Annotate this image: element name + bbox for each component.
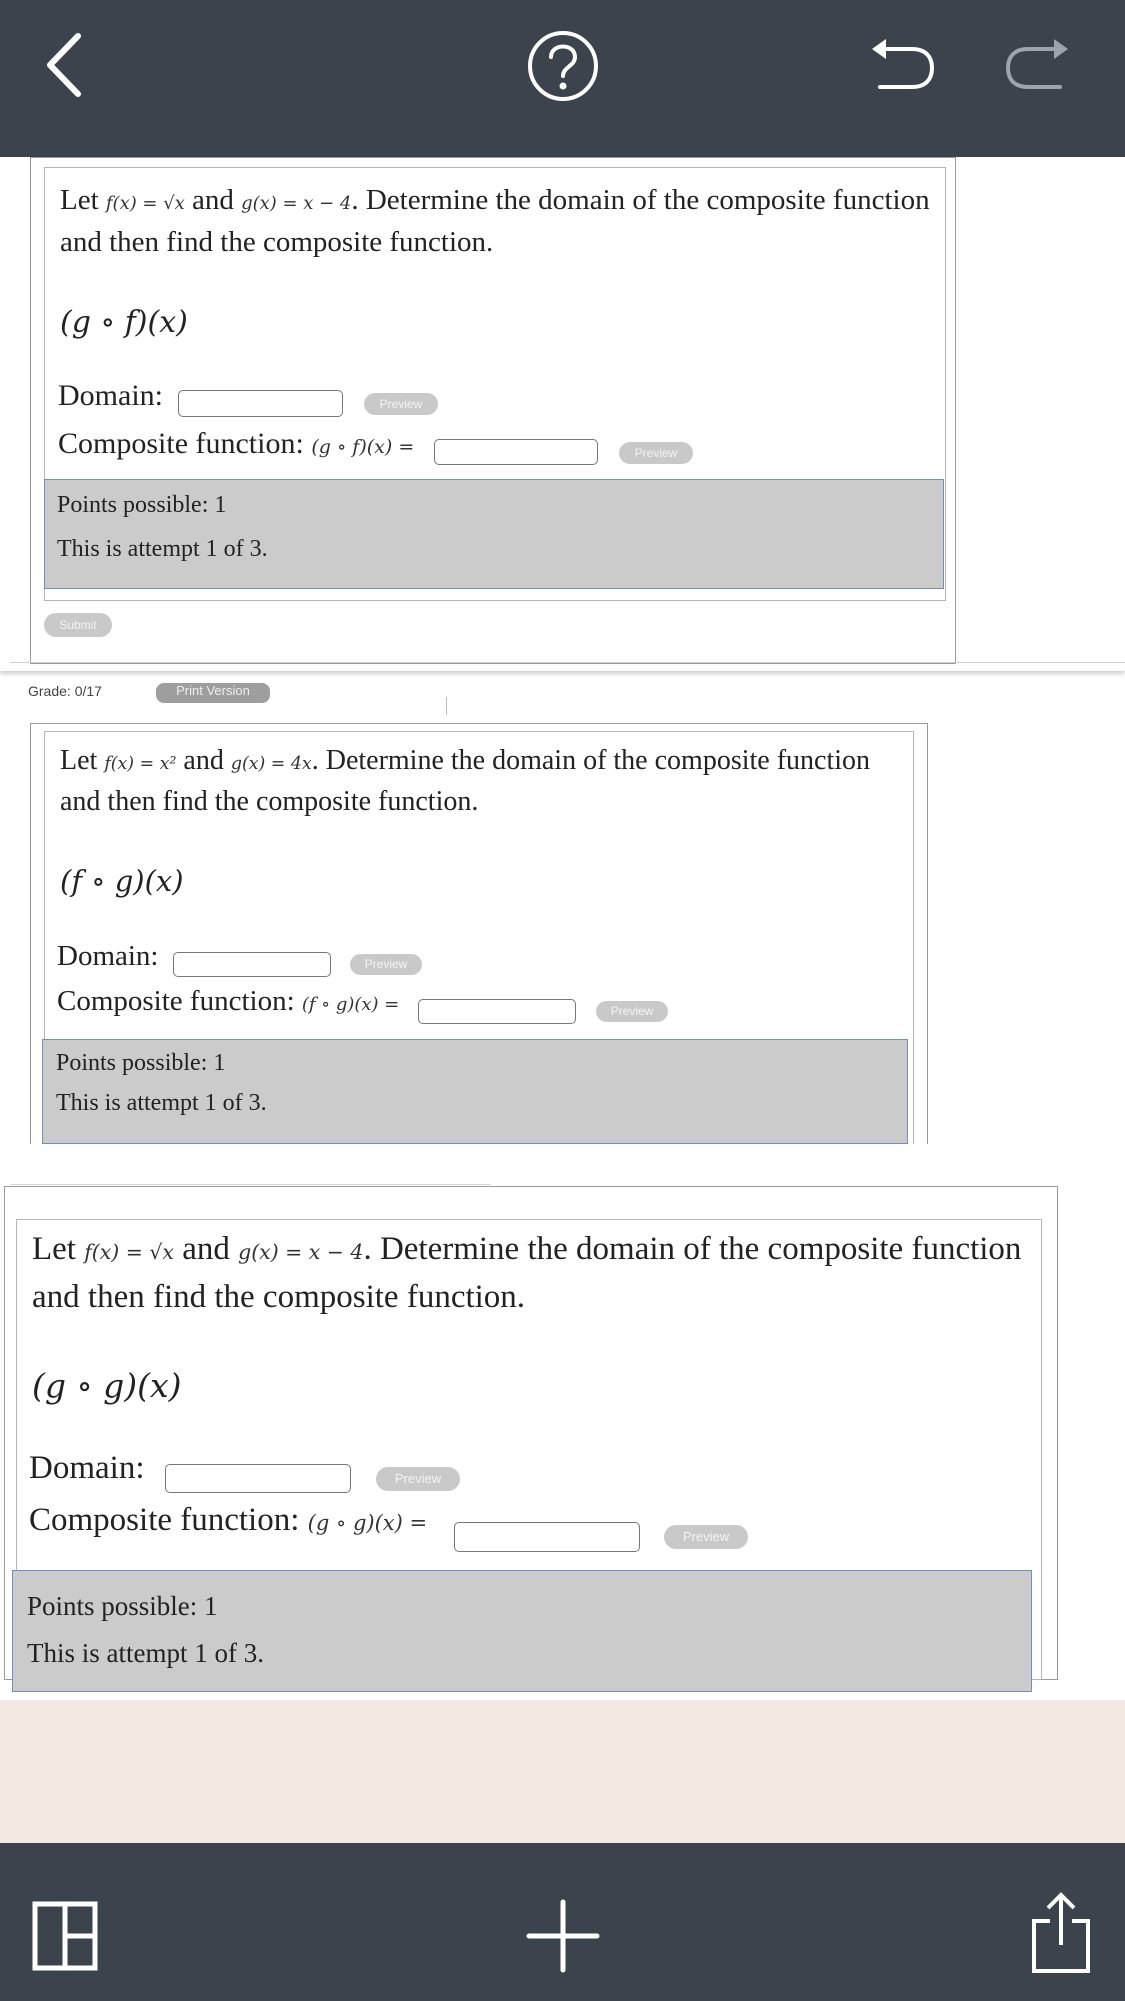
composite-function-label: Composite function: (f ∘ g)(x) =	[57, 985, 400, 1017]
composite-notation: (g ∘ f)(x)	[60, 305, 188, 340]
share-icon[interactable]	[1030, 1891, 1092, 1975]
composite-function-input[interactable]	[454, 1522, 640, 1552]
layout-grid-icon[interactable]	[32, 1901, 98, 1971]
grade-text-partial: Grade: 0/17	[28, 683, 102, 699]
bottom-toolbar	[0, 1843, 1125, 2001]
photo-page-1	[0, 157, 1125, 671]
attempt-count: This is attempt 1 of 3.	[57, 536, 268, 562]
points-panel	[44, 479, 944, 589]
photo-page-2	[0, 683, 1125, 1144]
redo-icon[interactable]	[1004, 35, 1072, 91]
points-possible: Points possible: 1	[27, 1591, 218, 1621]
header-divider	[446, 697, 447, 715]
points-panel	[12, 1570, 1032, 1692]
domain-preview-button[interactable]: Preview	[364, 393, 438, 415]
points-possible: Points possible: 1	[56, 1050, 226, 1076]
question-circle-icon[interactable]	[525, 28, 601, 104]
domain-input[interactable]	[178, 390, 343, 417]
print-version-button-partial[interactable]: Print Version	[156, 683, 270, 703]
composite-function-input[interactable]	[418, 999, 576, 1024]
top-toolbar	[0, 0, 1125, 157]
composite-preview-button[interactable]: Preview	[664, 1525, 748, 1549]
question-text: Let f(x) = √x and g(x) = x − 4. Determine the domain of the composite function and then find the composite function.	[60, 184, 930, 259]
domain-label: Domain:	[29, 1450, 145, 1486]
chevron-left-icon[interactable]	[40, 30, 90, 100]
composite-notation: (f ∘ g)(x)	[60, 864, 184, 898]
question-text: Let f(x) = x² and g(x) = 4x. Determine the domain of the composite function and then find the composite function.	[60, 745, 871, 817]
composite-notation: (g ∘ g)(x)	[32, 1366, 182, 1405]
page-divider	[10, 662, 1125, 663]
composite-function-label: Composite function: (g ∘ f)(x) =	[58, 427, 415, 460]
paper-background	[0, 1700, 1125, 1843]
question-text: Let f(x) = √x and g(x) = x − 4. Determine the domain of the composite function and then find the composite function.	[32, 1231, 1022, 1315]
attempt-count: This is attempt 1 of 3.	[56, 1090, 267, 1116]
attempt-count: This is attempt 1 of 3.	[27, 1638, 264, 1668]
domain-label: Domain:	[57, 940, 159, 972]
composite-preview-button[interactable]: Preview	[619, 442, 693, 464]
composite-preview-button[interactable]: Preview	[596, 1001, 668, 1022]
domain-label: Domain:	[58, 379, 163, 412]
plus-icon[interactable]	[525, 1898, 601, 1974]
domain-input[interactable]	[165, 1464, 351, 1493]
points-possible: Points possible: 1	[57, 492, 227, 518]
points-panel	[42, 1039, 908, 1144]
photo-page-3	[0, 1144, 1125, 1700]
composite-function-input[interactable]	[434, 439, 598, 465]
domain-input[interactable]	[173, 952, 331, 977]
submit-button[interactable]: Submit	[44, 613, 112, 637]
composite-function-label: Composite function: (g ∘ g)(x) =	[29, 1502, 428, 1538]
top-divider	[10, 1184, 490, 1185]
undo-icon[interactable]	[868, 35, 936, 91]
domain-preview-button[interactable]: Preview	[350, 954, 422, 975]
domain-preview-button[interactable]: Preview	[376, 1467, 460, 1491]
